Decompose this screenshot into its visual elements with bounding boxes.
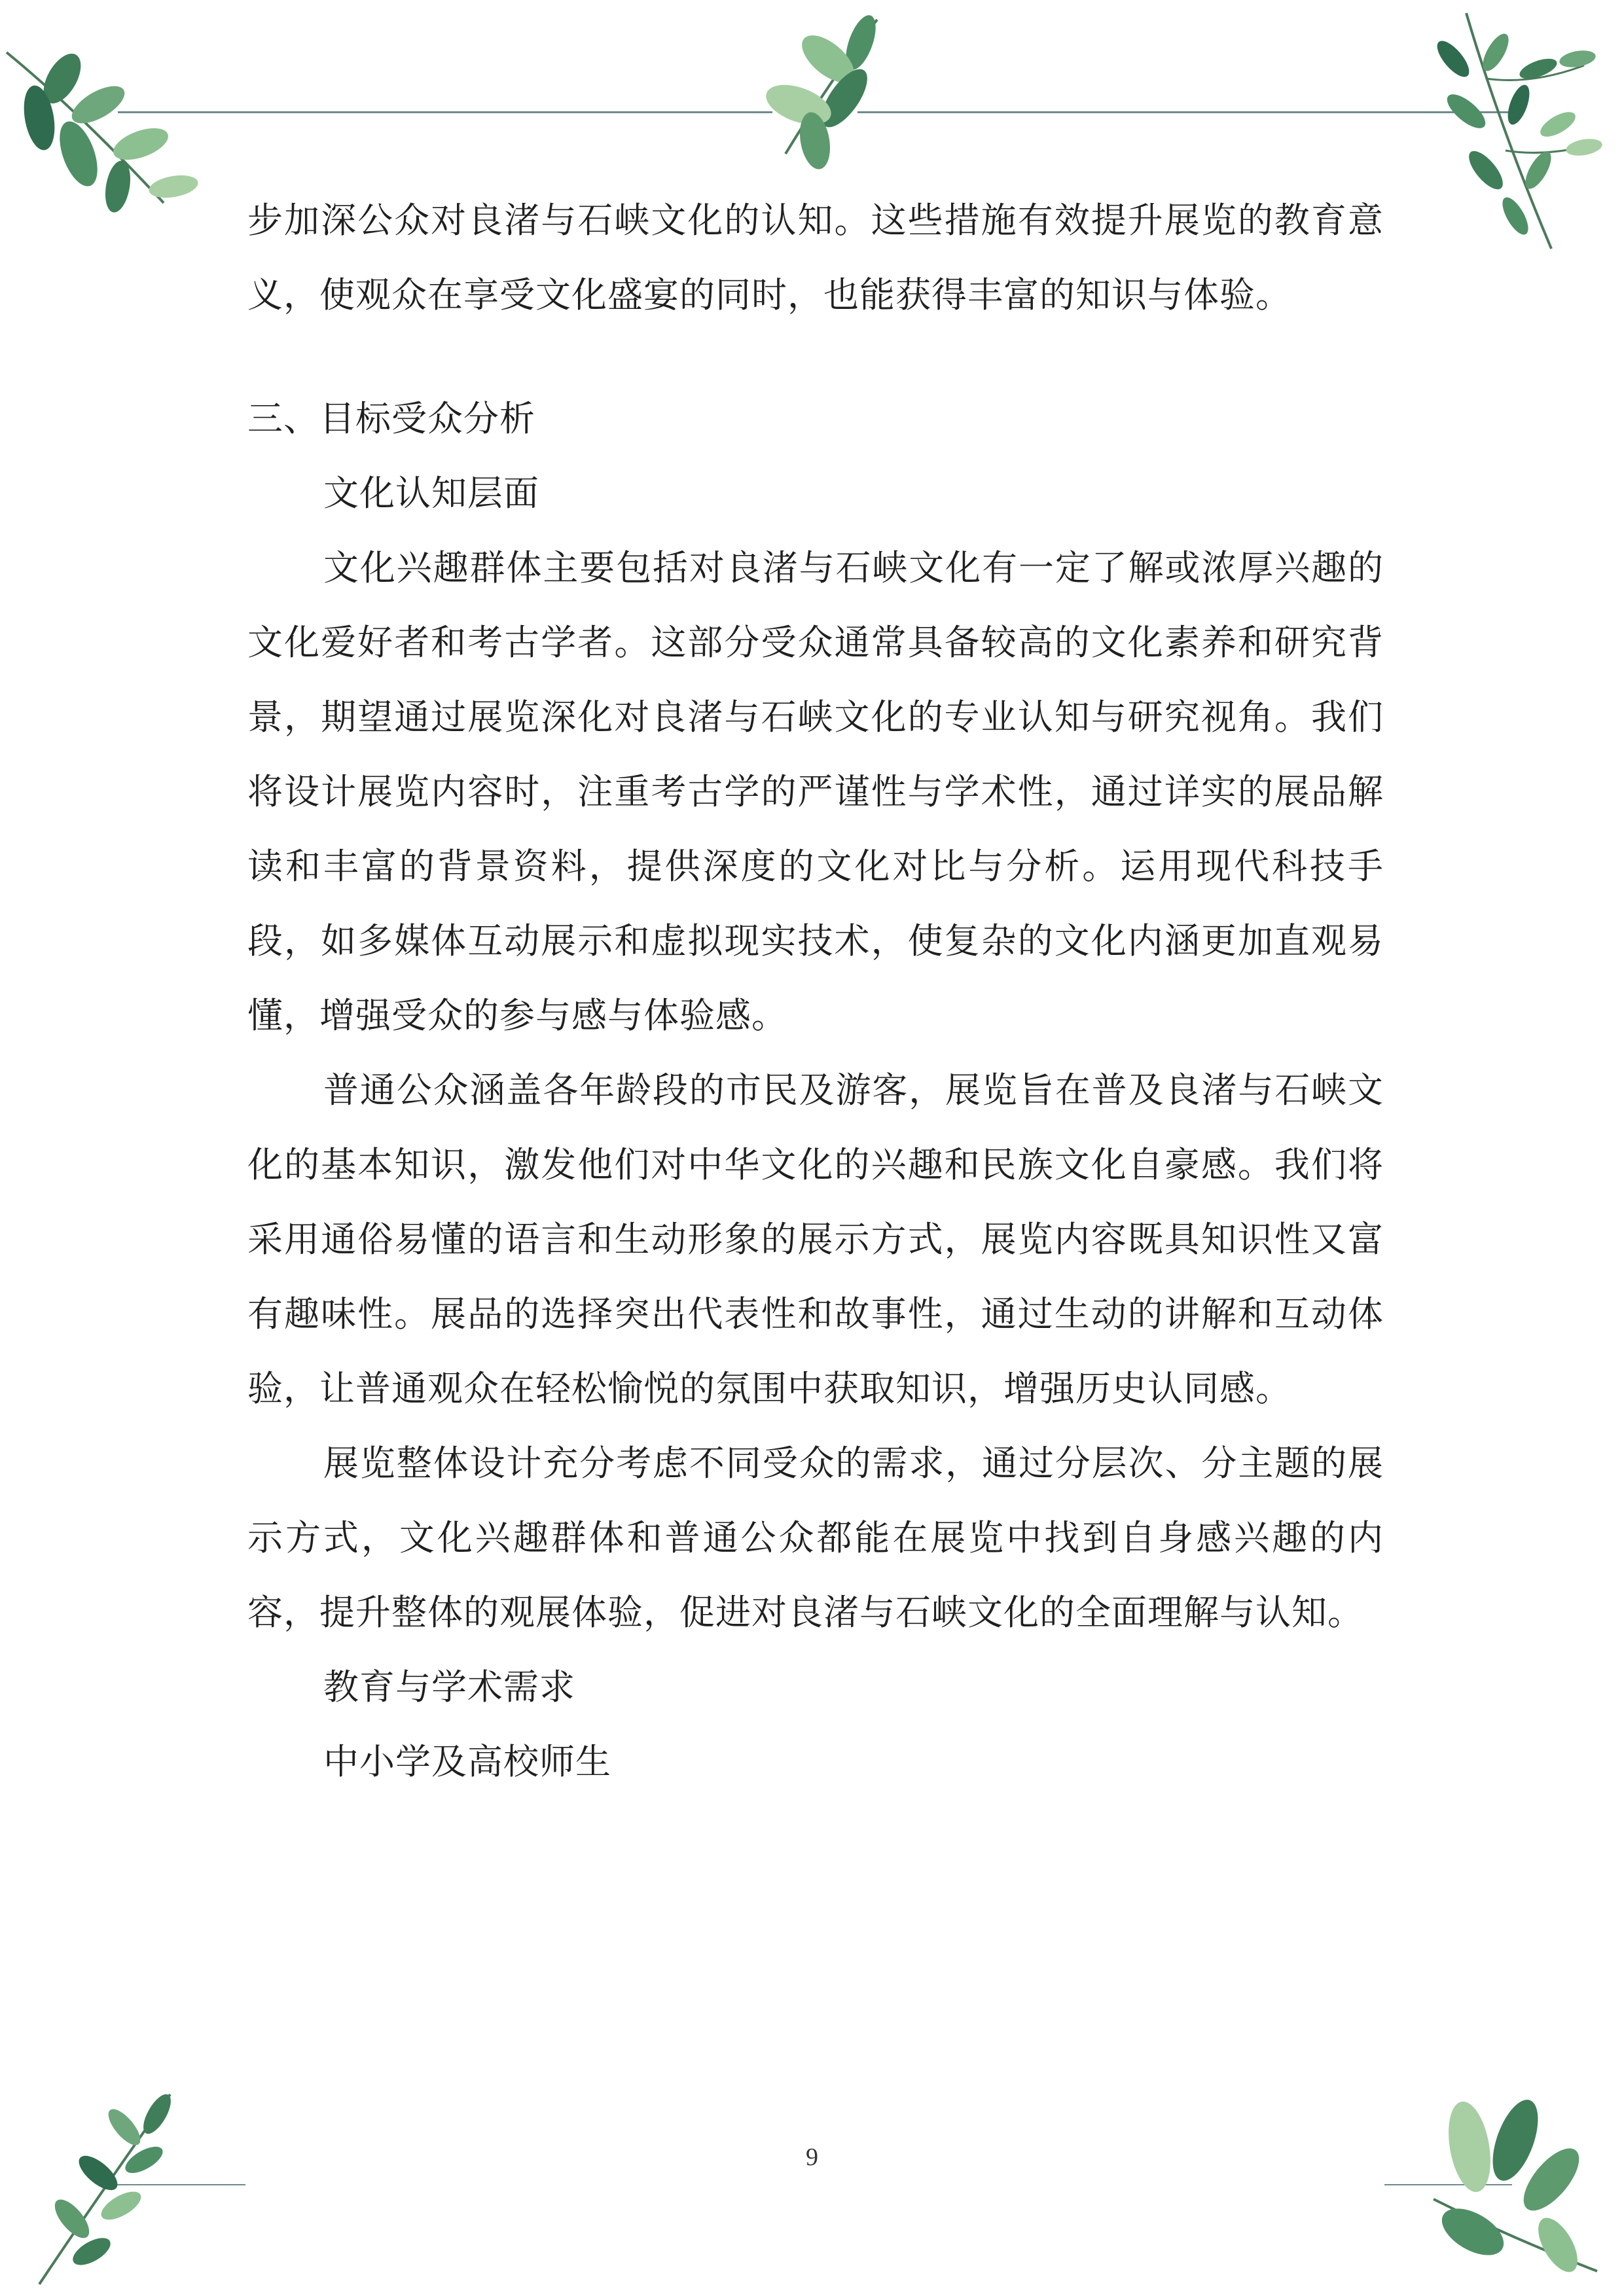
paragraph-interest-group: 文化兴趣群体主要包括对良渚与石峡文化有一定了解或浓厚兴趣的文化爱好者和考古学者。这部分受众通常具备较高的文化素养和研究背景，期望通过展览深化对良渚与石峡文化的专业认知与研究视角。我们将设计展览内容时，注重考古学的严谨性与学术性，通过详实的展品解读和丰富的背景资料，提供深度的文化对比与分析。运用现代科技手段，如多媒体互动展示和虚拟现实技术，使复杂的文化内涵更加直观易懂，增强受众的参与感与体验感。 <box>247 547 1384 1036</box>
leaf-branch-top-right-icon <box>1388 7 1610 255</box>
paragraph-overall-design: 展览整体设计充分考虑不同受众的需求，通过分层次、分主题的展示方式，文化兴趣群体和普通公众都能在展览中找到自身感兴趣的内容，提升整体的观展体验，促进对良渚与石峡文化的全面理解与认知。 <box>247 1443 1384 1633</box>
section-heading: 三、目标受众分析 <box>247 398 535 439</box>
page-number: 9 <box>806 2144 818 2171</box>
leaf-branch-bottom-left-icon <box>20 2075 196 2291</box>
section-spacer <box>247 332 1384 382</box>
subheading-cultural: 文化认知层面 <box>323 473 539 514</box>
continuation-paragraph: 步加深公众对良渚与石峡文化的认知。这些措施有效提升展览的教育意义，使观众在享受文化盛宴的同时，也能获得丰富的知识与体验。 <box>247 200 1384 315</box>
leaf-branch-top-left-icon <box>0 39 216 223</box>
header-rule-left <box>118 111 772 113</box>
leaf-branch-bottom-right-icon <box>1394 2068 1610 2284</box>
paragraph-general-public: 普通公众涵盖各年龄段的市民及游客，展览旨在普及良渚与石峡文化的基本知识，激发他们对中华文化的兴趣和民族文化自豪感。我们将采用通俗易懂的语言和生动形象的展示方式，展览内容既具知识性又富有趣味性。展品的选择突出代表性和故事性，通过生动的讲解和互动体验，让普通观众在轻松愉悦的氛围中获取知识，增强历史认同感。 <box>247 1069 1384 1409</box>
leaf-branch-top-center-icon <box>746 13 890 170</box>
subheading-education: 教育与学术需求 <box>323 1666 575 1708</box>
document-body <box>247 183 1384 1799</box>
subheading-students: 中小学及高校师生 <box>323 1741 611 1782</box>
